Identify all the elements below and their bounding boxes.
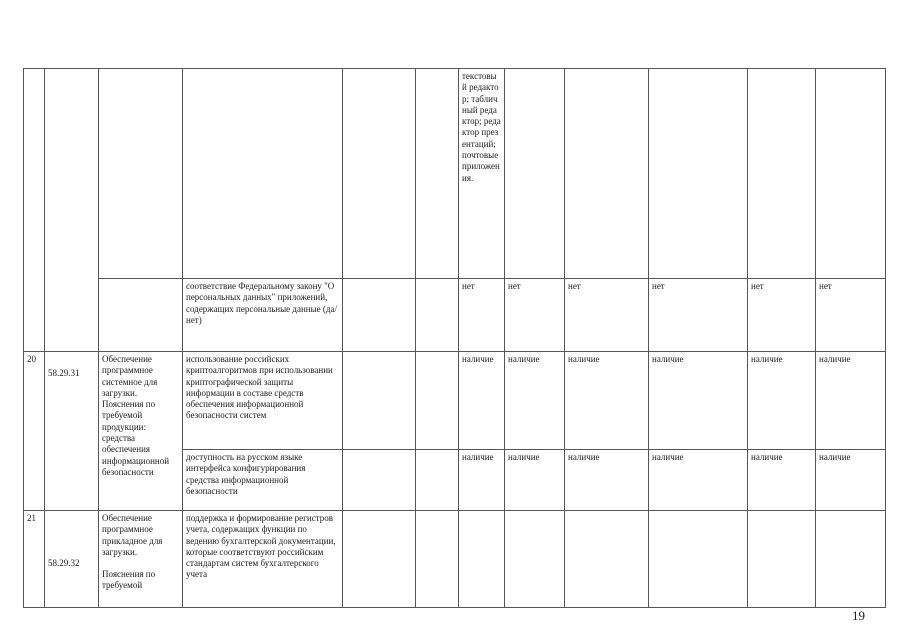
cell-name — [99, 69, 183, 279]
cell-unit-code — [343, 511, 416, 608]
cell-value: нет — [565, 279, 649, 352]
cell-characteristic: поддержка и формирование регистров учета, содержащих функции по ведению бухгалтерской документации, которые соответствуют российским стандартам систем бухгалтерского учета — [183, 511, 343, 608]
cell-name — [99, 279, 183, 352]
cell-unit-code — [343, 352, 416, 450]
cell-value — [748, 69, 816, 279]
table-row — [24, 69, 886, 279]
cell-value — [565, 69, 649, 279]
cell-value — [816, 69, 886, 279]
cell-value: наличие — [649, 352, 748, 450]
cell-value: нет — [459, 279, 505, 352]
name-part-a: Обеспечение программное прикладное для загрузки. — [102, 513, 163, 557]
cell-value — [565, 511, 649, 608]
cell-value: наличие — [748, 450, 816, 511]
table-row — [24, 511, 886, 608]
cell-characteristic — [183, 69, 343, 279]
name-part-b: Пояснения по требуемой — [102, 569, 156, 591]
cell-value: наличие — [816, 352, 886, 450]
cell-num — [24, 69, 45, 352]
cell-value: нет — [505, 279, 565, 352]
cell-unit-name — [416, 511, 459, 608]
cell-name: Обеспечение программное системное для загрузки. Пояснения по требуемой продукции: средства обеспечения информационной безопасности — [99, 352, 183, 511]
cell-software-types: текстовый редактор; табличный редактор; редактор презентаций; почтовые приложения. — [459, 69, 505, 279]
table-row — [24, 279, 886, 352]
cell-unit-name — [416, 450, 459, 511]
cell-value — [505, 69, 565, 279]
code-text: 58.29.31 — [48, 368, 80, 378]
cell-name — [99, 511, 183, 608]
cell-unit-name — [416, 279, 459, 352]
cell-unit-name — [416, 352, 459, 450]
cell-value: наличие — [505, 450, 565, 511]
cell-value: наличие — [649, 450, 748, 511]
page-number: 19 — [852, 608, 865, 623]
cell-value — [459, 511, 505, 608]
table-row — [24, 352, 886, 450]
cell-value: наличие — [459, 352, 505, 450]
requirements-table — [23, 68, 886, 608]
cell-value: наличие — [816, 450, 886, 511]
cell-num: 21 — [24, 511, 45, 608]
cell-value: наличие — [565, 352, 649, 450]
cell-value — [649, 69, 748, 279]
cell-unit-name — [416, 69, 459, 279]
cell-value: наличие — [505, 352, 565, 450]
cell-value — [649, 511, 748, 608]
cell-unit-code — [343, 450, 416, 511]
cell-code — [45, 511, 99, 608]
cell-characteristic: соответствие Федеральному закону "О персональных данных" приложений, содержащих персональные данные (да/нет) — [183, 279, 343, 352]
cell-unit-code — [343, 69, 416, 279]
cell-unit-code — [343, 279, 416, 352]
cell-value: нет — [748, 279, 816, 352]
cell-code — [45, 69, 99, 352]
cell-code — [45, 352, 99, 511]
cell-num: 20 — [24, 352, 45, 511]
cell-characteristic: доступность на русском языке интерфейса конфигурирования средства информационной безопасности — [183, 450, 343, 511]
cell-value — [816, 511, 886, 608]
cell-value — [748, 511, 816, 608]
cell-value: наличие — [565, 450, 649, 511]
cell-value: наличие — [459, 450, 505, 511]
cell-value — [505, 511, 565, 608]
cell-value: наличие — [748, 352, 816, 450]
cell-value: нет — [816, 279, 886, 352]
code-text: 58.29.32 — [48, 558, 80, 568]
cell-value: нет — [649, 279, 748, 352]
cell-characteristic: использование российских криптоалгоритмов при использовании криптографической защиты информации в составе средств обеспечения информационной безопасности систем — [183, 352, 343, 450]
